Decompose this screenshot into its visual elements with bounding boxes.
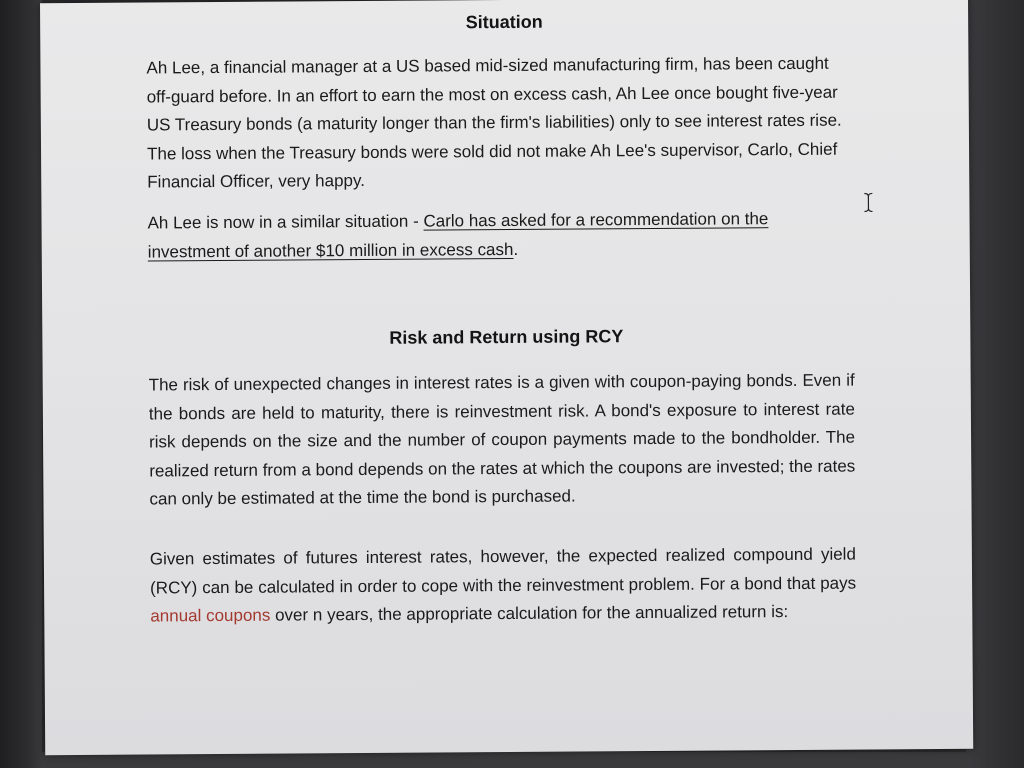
left-backdrop [0,0,42,768]
annual-coupons-highlight: annual coupons [150,605,271,626]
document-page [40,0,973,755]
risk-return-heading: Risk and Return using RCY [389,326,624,348]
paragraph-text: Given estimates of futures interest rates, however, the expected realized compound yield (RCY) can be calculated in order to cope with the reinvestment problem. For a bond that pays [149,544,857,597]
paragraph-text: . [513,239,519,259]
paragraph-text: over n years, the appropriate calculation for the annualized return is: [270,602,789,625]
underlined-request: Carlo has asked for a recommendation on the investment of another $10 million in excess cash [147,209,769,261]
situation-paragraph-2 [147,205,853,267]
paragraph-text: Ah Lee is now in a similar situation - [147,211,424,233]
rcy-paragraph [150,541,857,631]
risk-paragraph: The risk of unexpected changes in interest rates is a given with coupon-paying bonds. Even if the bonds are held to maturity, there is reinvestment risk. A bond's exposure to interest rate risk depends on the size and the number of coupon payments made to the bondholder. The realized return from a bond depends on the rates at which the coupons are invested; the rates can only be estimated at the time the bond is purchased. [148,370,856,509]
right-backdrop [966,0,1024,768]
text-cursor-icon [863,192,873,212]
situation-heading: Situation [465,11,543,33]
bottom-backdrop [42,752,972,768]
situation-paragraph: Ah Lee, a financial manager at a US based mid-sized manufacturing firm, has been caught off-guard before. In an effort to earn the most on excess cash, Ah Lee once bought five-year US Treasury bonds (a maturity longer than the firm's liabilities) only to see interest rates rise. The loss when the Treasury bonds were sold did not make Ah Lee's supervisor, Carlo, Chief Financial Officer, very happy. [146,53,842,192]
